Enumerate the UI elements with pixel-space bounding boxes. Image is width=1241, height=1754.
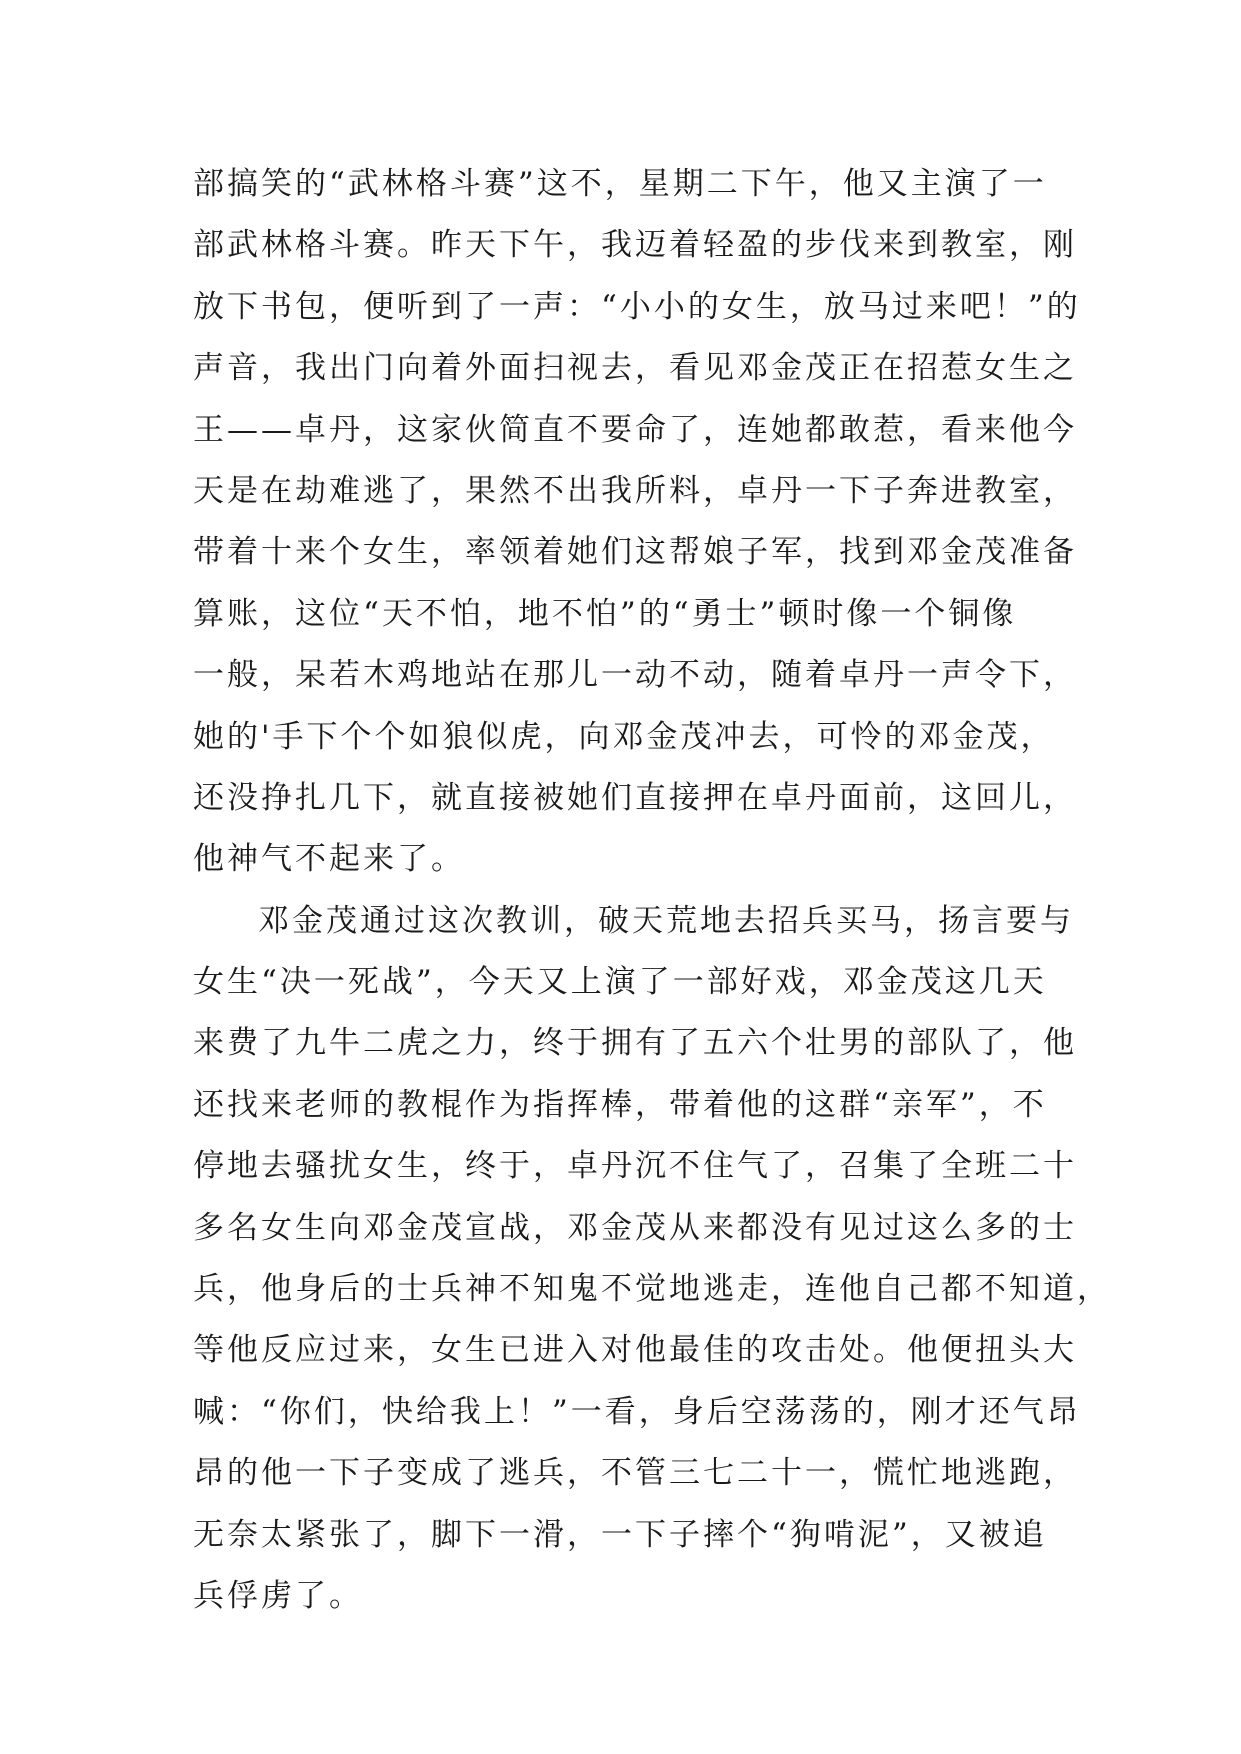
text-line: 她的'手下个个如狼似虎，向邓金茂冲去，可怜的邓金茂， <box>193 718 1055 755</box>
text-line: 他神气不起来了。 <box>193 841 465 878</box>
text-line: 放下书包，便听到了一声：“小小的女生，放马过来吧！”的 <box>193 288 1081 325</box>
text-line: 一般，呆若木鸡地站在那儿一动不动，随着卓丹一声令下， <box>193 657 1077 694</box>
text-line: 王——卓丹，这家伙简直不要命了，连她都敢惹，看来他今 <box>193 411 1077 448</box>
text-line: 停地去骚扰女生，终于，卓丹沉不住气了，召集了全班二十 <box>193 1148 1077 1185</box>
body-text <box>193 154 1111 1627</box>
text-line: 女生“决一死战”，今天又上演了一部好戏，邓金茂这几天 <box>193 964 1047 1001</box>
text-line: 部武林格斗赛。昨天下午，我迈着轻盈的步伐来到教室，刚 <box>193 227 1077 264</box>
text-line: 兵俘虏了。 <box>193 1577 363 1614</box>
text-line: 部搞笑的“武林格斗赛”这不，星期二下午，他又主演了一 <box>193 166 1047 202</box>
text-line: 带着十来个女生，率领着她们这帮娘子军，找到邓金茂准备 <box>193 534 1077 571</box>
text-line: 还找来老师的教棍作为指挥棒，带着他的这群“亲军”，不 <box>193 1086 1047 1123</box>
text-line: 邓金茂通过这次教训，破天荒地去招兵买马，扬言要与 <box>258 902 1074 939</box>
text-line: 多名女生向邓金茂宣战，邓金茂从来都没有见过这么多的士 <box>193 1209 1077 1246</box>
text-line: 昂的他一下子变成了逃兵，不管三七二十一，慌忙地逃跑， <box>193 1455 1077 1492</box>
text-line: 来费了九牛二虎之力，终于拥有了五六个壮男的部队了，他 <box>193 1025 1077 1062</box>
paragraph-2 <box>193 891 1111 1628</box>
text-line: 喊：“你们，快给我上！”一看，身后空荡荡的，刚才还气昂 <box>193 1393 1081 1430</box>
text-line: 声音，我出门向着外面扫视去，看见邓金茂正在招惹女生之 <box>193 350 1077 387</box>
text-line: 无奈太紧张了，脚下一滑，一下子摔个“狗啃泥”，又被追 <box>193 1516 1047 1553</box>
paragraph-1 <box>193 154 1081 891</box>
text-line: 等他反应过来，女生已进入对他最佳的攻击处。他便扭头大 <box>193 1332 1077 1369</box>
text-line: 兵，他身后的士兵神不知鬼不觉地逃走，连他自己都不知道， <box>193 1271 1111 1308</box>
text-line: 还没挣扎几下，就直接被她们直接押在卓丹面前，这回儿， <box>193 779 1077 816</box>
text-line: 算账，这位“天不怕，地不怕”的“勇士”顿时像一个铜像 <box>193 595 1017 632</box>
text-line: 天是在劫难逃了，果然不出我所料，卓丹一下子奔进教室， <box>193 472 1077 509</box>
